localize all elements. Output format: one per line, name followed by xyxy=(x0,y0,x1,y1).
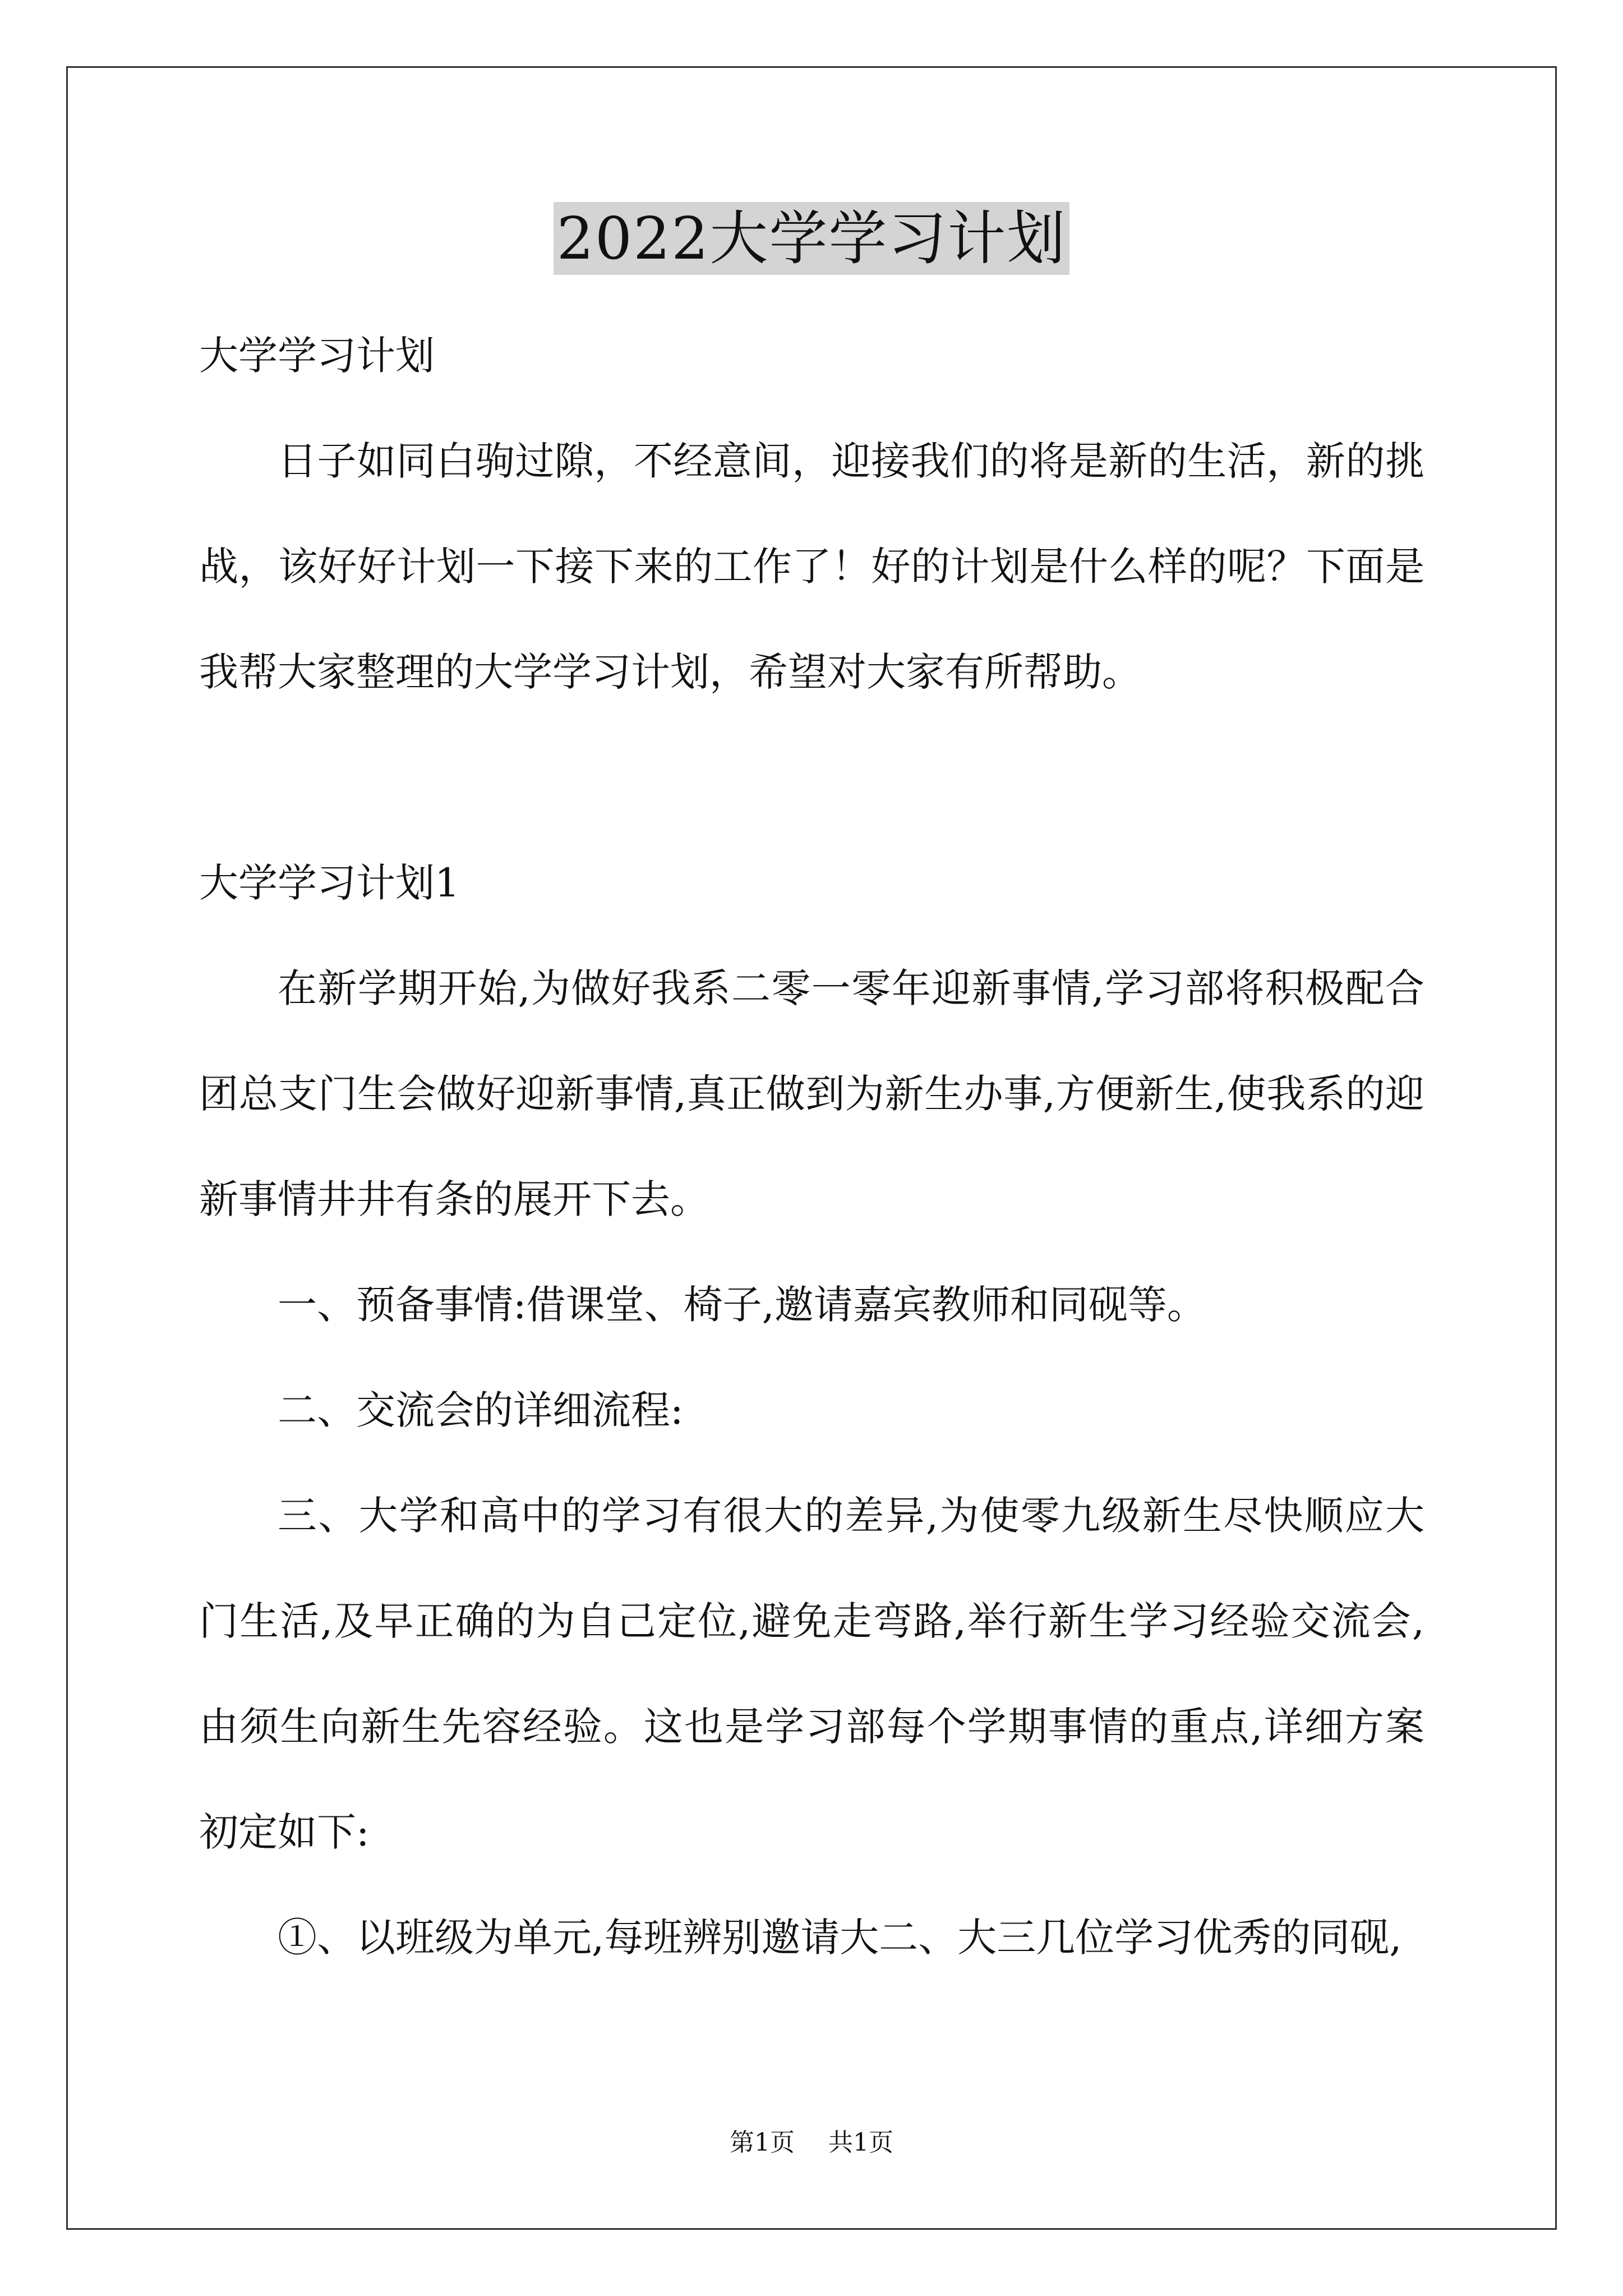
paragraph-gap xyxy=(199,725,1424,830)
body-paragraph: 二、交流会的详细流程: xyxy=(278,1387,684,1433)
document-title: 2022大学学习计划 xyxy=(554,202,1070,275)
document-body xyxy=(199,303,1424,1990)
body-paragraph: 三、大学和高中的学习有很大的差异,为使零九级新生尽快顺应大门生活,及早正确的为自己定位,避免走弯路,举行新生学习经验交流会,由须生向新生先容经验。这也是学习部每个学期事情的重点,详细方案初定如下: xyxy=(199,1493,1424,1855)
body-paragraph: 一、预备事情:借课堂、椅子,邀请嘉宾教师和同砚等。 xyxy=(278,1282,1206,1328)
page-total: 共1页 xyxy=(828,2128,893,2157)
section-heading: 大学学习计划 xyxy=(199,333,435,379)
title-container xyxy=(0,202,1623,275)
page-footer xyxy=(0,2126,1623,2160)
body-paragraph: ①、以班级为单元,每班辨别邀请大二、大三几位学习优秀的同砚, xyxy=(278,1915,1402,1961)
section-heading: 大学学习计划1 xyxy=(199,860,460,906)
body-paragraph: 在新学期开始,为做好我系二零一零年迎新事情,学习部将积极配合团总支门生会做好迎新事情,真正做到为新生办事,方便新生,使我系的迎新事情井井有条的展开下去。 xyxy=(199,965,1424,1222)
body-paragraph: 日子如同白驹过隙，不经意间，迎接我们的将是新的生活，新的挑战，该好好计划一下接下来的工作了！好的计划是什么样的呢？下面是我帮大家整理的大学学习计划，希望对大家有所帮助。 xyxy=(199,438,1424,695)
page-number: 第1页 xyxy=(730,2128,795,2157)
